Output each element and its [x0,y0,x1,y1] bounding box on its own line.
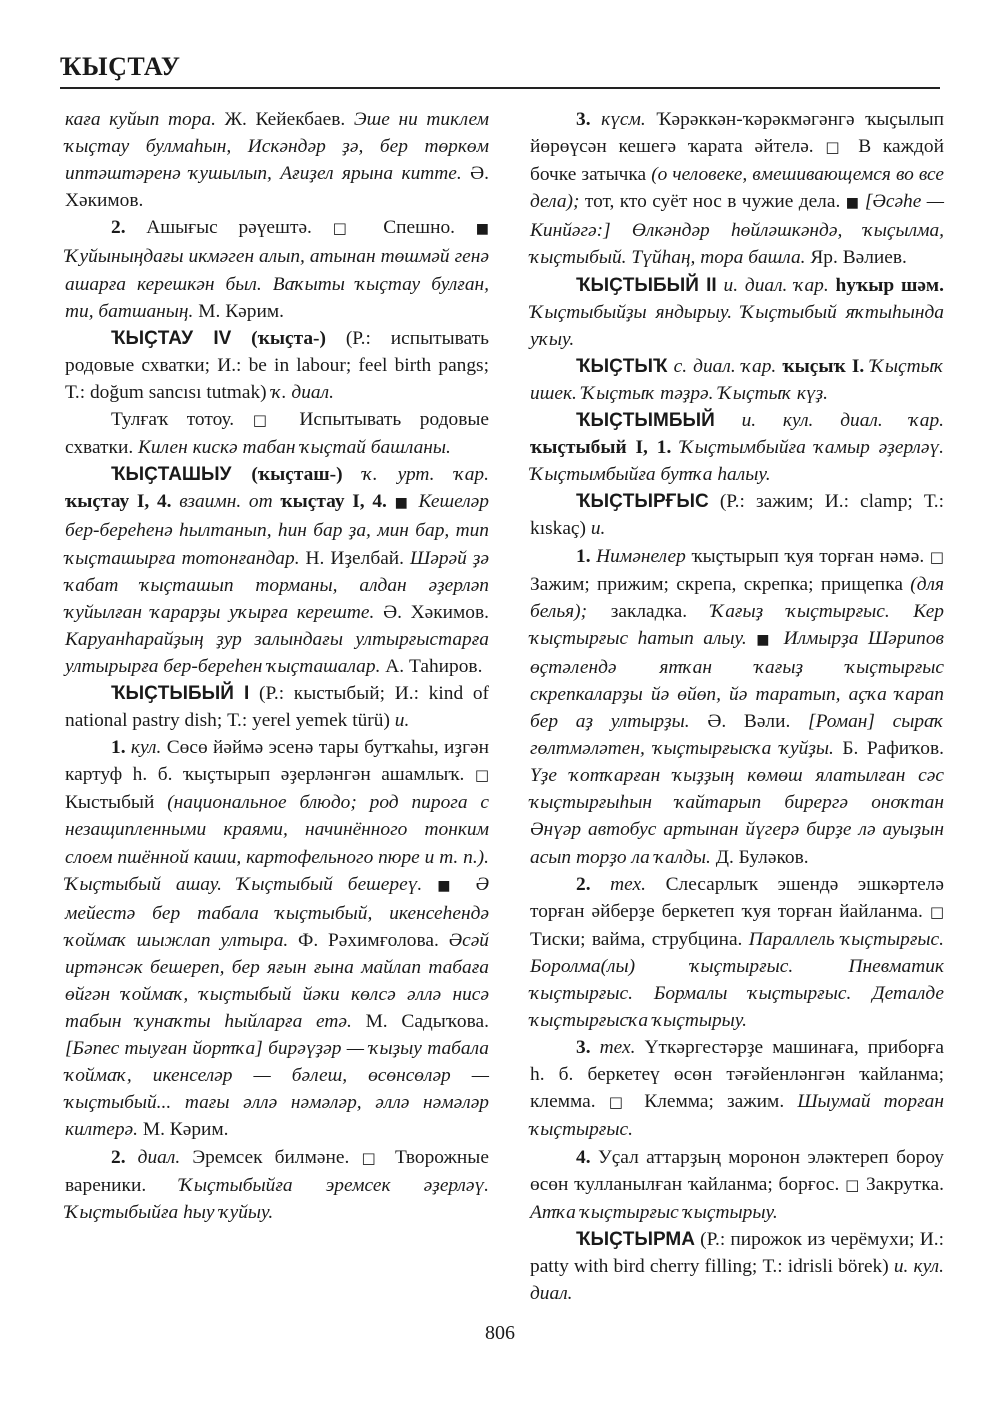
headword: ҠЫҪТЫМБЫЙ [576,410,715,432]
entry-text: ҡыҫтыбый I, 1. [530,437,672,459]
entry-text: Спешно. [383,217,456,239]
entry-text: В каждой бочке затычка [530,136,944,186]
example-marker-icon: ■ [845,195,860,212]
entry-text: тех. [610,873,646,895]
headword: ҠЫҪТЫҠ [576,355,668,377]
entry-text: Ж. Кейекбаев. [224,109,346,130]
entry-text: Ҡыҫтыҡ ишек. Ҡыҫтыҡ тәҙрә. Ҡыҫтыҡ күҙ. [530,355,944,404]
right-column [530,106,944,1307]
entry-text: Ә. Хәкимов. [383,601,489,623]
entry-kystau-iv [65,325,489,406]
entry-text: 1. [576,545,591,567]
entry-text: (Р.: испытывать родовые схватки; И.: be in labour; feel birth pangs; Т.: doğum sancısı tutmak) [65,327,489,403]
entry-text: һуҡыр шәм. [835,274,944,296]
entry-text: ҡыҫтау I, 4. [280,491,387,513]
entry-kystybyy-i-sense-2 [65,1144,489,1226]
entry-kystymbyy [530,407,944,488]
entry-kystyk [530,353,944,407]
entry-kystau-iv-sense [65,406,489,461]
entry-text: 1. [111,737,126,759]
entry-text: Тулғаҡ тотоу. [111,409,235,431]
entry-text: 2. [111,217,126,239]
entry-text: 3. [576,1037,591,1059]
entry-text: с. диал. ҡар. [673,355,777,377]
entry-text: Ҡуйыныңдағы икмәген алып, атынан төшмәй генә ашарға керешкән был. Ваҡыты ҡыҫтау булған, ти, батшаның. [65,246,489,322]
entry-text: Ҡыҫтыбый ашау. Ҡыҫтыбый бешереү. [65,873,423,895]
entry-text: Тиски; вайма, струбцина. [530,928,743,950]
entry-text: 2. [111,1146,126,1168]
entry-text: Эше ни тиклем ҡыҫтау булмаһын, Искәндәр ҙә, бер төркөм иптәштәренә ҡушылып, Ағиҙел ярына китте. [65,109,490,185]
entry-text: (Р.: кыстыбый; И.: kind of national pastry dish; Т.: yerel yemek türü) [65,682,489,732]
headword: ҠЫҪТЫРҒЫС [576,491,709,513]
entry-text: Творожные вареники. [65,1146,489,1196]
entry-text: Уҫал аттарҙың моронон эләктереп бороу өсөн ҡулланылған ҡайланма; борғос. [530,1146,944,1195]
entry-text: Яр. Вәлиев. [810,247,907,269]
entry-text: Эремсек билмәне. [192,1146,350,1168]
running-head: ҠЫҪТАУ [60,52,181,81]
entry-text: 4. [576,1146,591,1168]
entry-text: [Әсәһе — Кинйәгә:] Өлкәндәр һөйләшкәндә, ҡыҫылма, ҡыҫтыбый. Түйһаң, тора башла. [530,191,944,269]
entry-text: 3. [576,109,591,130]
entry-text: А. Таһиров. [385,655,483,677]
header-rule [60,87,940,89]
entry-text: Закрутка. [866,1173,944,1195]
entry-text: Шыумай торған ҡыҫтырғыс. [530,1091,944,1141]
entry-text: Килен кискә табан ҡыҫтай башланы. [138,437,451,459]
entry-text: и. [590,518,606,540]
entry-text: и. [394,710,410,732]
entry-text: ҡ. диал. [271,381,334,403]
entry-text: Ҡыҫтыбыйҙы яндырыу. Ҡыҫтыбый яҡтыһында уҡыу. [530,301,944,350]
entry-kystybyy-i-sense-3 [530,106,944,272]
left-column [65,106,489,1226]
entry-text: 2. [576,873,591,895]
entry-kystyrgys-sense-3 [530,1034,944,1143]
entry-text: (ҡыҫташ-) [251,464,343,486]
entry-kystyrgys-sense-1 [530,543,944,871]
translation-marker-icon: □ [332,219,363,238]
entry-text: и. диал. ҡар. [723,274,829,296]
entry-text: Кыстыбый [65,792,155,814]
entry-text: Ҡыҫтымбыйға ҡамыр әҙерләү. Ҡыҫтымбыйға бутҡа һалыу. [530,437,944,486]
sense-2 [65,214,489,324]
entry-kystyrgys-sense-4 [530,1144,944,1226]
entry-text: Ә. Хәкимов. [65,163,489,212]
entry-text: и. кул. диал. [530,1255,944,1305]
entry-text: (для белья); [530,573,944,622]
entry-kystyrgys-sense-2 [530,871,944,1035]
entry-text: М. Кәрим. [142,1119,229,1141]
entry-text: Каруанһарайҙың ҙур залындағы ултырғыстарға ултырырға бер-береһен ҡыҫташалар. [65,628,489,677]
entry-text: Кешеләр бер-береһенә һылтанып, һин бар ҙа, мин бар, тип ҡыҫташырға тотонғандар. [65,491,489,569]
entry-kystyrma [530,1226,944,1307]
entry-text: ҡыҫыҡ I. [782,355,865,377]
entry-kystybyy-ii [530,272,944,353]
entry-text: (ҡыҫта-) [251,327,326,349]
entry-text: Шәрәй ҙә ҡабат ҡыҫташып торманы, алдан әҙерләп ҡуйылған ҡарарҙы уҡырға кереште. [65,547,489,623]
translation-marker-icon: □ [608,1093,632,1112]
entry-text: Ә. Вәли. [707,711,791,733]
entry-text: Ҡәрәккән-ҡәрәкмәгәнгә ҡыҫылып йөрөүсән кешегә ҡарата әйтелә. [530,109,944,158]
entry-text: тот, кто суёт нос в чужие дела. [584,191,841,213]
headword: ҠЫҪТАШЫУ [111,464,232,486]
entry-text: ҡыҫтау I, 4. [65,491,172,513]
entry-text: Д. Буләков. [715,846,809,868]
entry-text: Н. Иҙелбай. [305,547,405,569]
entry-text: Ҡыҫтыбыйға эремсек әҙерләү. Ҡыҫтыбыйға һыу ҡуйыу. [65,1174,489,1223]
entry-text: (Р.: зажим; И.: clamp; Т.: kıskaç) [530,491,944,540]
entry-text: Зажим; прижим; скрепа, скрепка; прищепка [530,573,903,595]
entry-text: Атҡа ҡыҫтырғыс ҡыҫтырыу. [530,1201,778,1223]
translation-marker-icon: □ [929,902,944,921]
entry-text: күсм. [601,109,646,130]
entry-text: Үҙе ҡотҡарған ҡыҙҙың көмөш ялатылған сәс ҡыҫтырғыһын ҡайтарып бирергә оноҡтан Әнүәр автобус артынан йүгерә бирҙе лә ауыҙын асып торҙо ла ҡалды. [530,765,944,868]
entry-text: Клемма; зажим. [644,1091,785,1113]
entry-text: Ә мейестә бер табала ҡыҫтыбый, икенсеһендә ҡоймаҡ шыжлап ултыра. [65,873,489,951]
entry-text: Испытывать родовые схватки. [65,409,489,459]
entry-text: закладка. [610,600,688,622]
translation-marker-icon: □ [474,766,489,785]
continued-entry [65,106,489,214]
entry-text: ҡ. урт. ҡар. [362,464,489,486]
entry-text: М. Кәрим. [198,300,284,322]
entry-text: Ҡағыҙ ҡыҫтырғыс. Кер ҡыҫтырғыс һатып алыу. [530,600,944,649]
entry-text: Ф. Рәхимғолова. [298,929,439,951]
headword: ҠЫҪТЫБЫЙ I [111,682,250,704]
translation-marker-icon: □ [252,411,281,430]
entry-text: [Роман] сыраҡ гөлтмәләтен, ҡыҫтырғысҡа ҡуйҙы. [530,711,944,760]
example-marker-icon: ■ [475,221,489,238]
entry-text: Илмырҙа Шәрипов өҫтәлендә ятҡан ҡағыҙ ҡыҫтырғыс скрепкаларҙы йә өйөп, йә таратып, аҫҡа ҡарап бер аҙ ултырҙы. [530,627,944,733]
translation-marker-icon: □ [929,547,944,566]
entry-text: Нимәнелер [596,545,686,567]
entry-text: Б. Рафиҡов. [842,738,944,760]
entry-text: и. кул. диал. ҡар. [741,410,944,432]
entry-text: Үткәргестәрҙе машинаға, приборға һ. б. беркетеү өсөн тәғәйенләнгән ҡайланма; клемма. [530,1037,944,1113]
entry-kystashyu [65,461,489,680]
entry-text: Слесарлыҡ эшендә эшкәртелә торған әйберҙе беркетеп ҡуя торған йайланма. [530,873,944,922]
entry-text: диал. [137,1146,181,1168]
entry-text: М. Садыҡова. [365,1011,489,1033]
headword: ҠЫҪТЫРМА [576,1228,695,1250]
entry-text: взаимн. от [179,491,273,513]
entry-text: Әсәй иртәнсәк бешереп, бер яғын ғына майлап табаға өйгән ҡоймаҡ, ҡыҫтыбый йәки көлсә әллә нисә табын ҡунаҡты һыйларға етә. [65,929,489,1033]
entry-text: кул. [130,737,162,759]
example-marker-icon: ■ [437,877,461,894]
translation-marker-icon: □ [845,1175,861,1194]
headword: ҠЫҪТЫБЫЙ II [576,274,717,296]
entry-text: Параллель ҡыҫтырғыс. Боролма(лы) ҡыҫтырғыс. Пневматик ҡыҫтырғыс. Бормалы ҡыҫтырғыс. Деталде ҡыҫтырғысҡа ҡыҫтырыу. [530,928,944,1032]
entry-kystybyy-i-sense-1 [65,734,489,1143]
entry-text: ҡыҫтырып ҡуя торған нәмә. [691,545,925,567]
entry-text: (Р.: пирожок из черёмухи; И.: patty with bird cherry filling; Т.: idrisli börek) [530,1228,944,1277]
headword: ҠЫҪТАУ IV [111,327,232,349]
entry-text: Ашығыс рәүештә. [146,217,312,239]
translation-marker-icon: □ [825,138,847,157]
entry-text: кағa куйып тора. [65,109,216,130]
entry-text: (о человеке, вмешивающемся во все дела); [530,164,944,213]
entry-text: [Бәпес тыуған йортҡа] бирәүҙәр — ҡыҙыу табала ҡоймаҡ, икенселәр — бәлеш, өсөнсөләр — ҡыҫтыбый... тағы әллә нәмәләр, әллә нәмәләр килтерә. [65,1038,489,1141]
page-number: 806 [485,1322,515,1344]
entry-kystybyy-i [65,680,489,734]
entry-text: Сөсө йәймә эсенә тары бутҡаһы, иҙгән картуф һ. б. ҡыҫтырып әҙерләнгән ашамлыҡ. [65,737,489,786]
entry-kystyrgys [530,488,944,542]
example-marker-icon: ■ [756,631,775,648]
example-marker-icon: ■ [394,495,411,512]
translation-marker-icon: □ [361,1148,383,1167]
entry-text: (национальное блюдо; род пирога с незащипленными краями, начинённого тонким слоем пшённой каши, картофельного пюре и т. п.). [65,792,489,868]
entry-text: тех. [599,1037,636,1059]
